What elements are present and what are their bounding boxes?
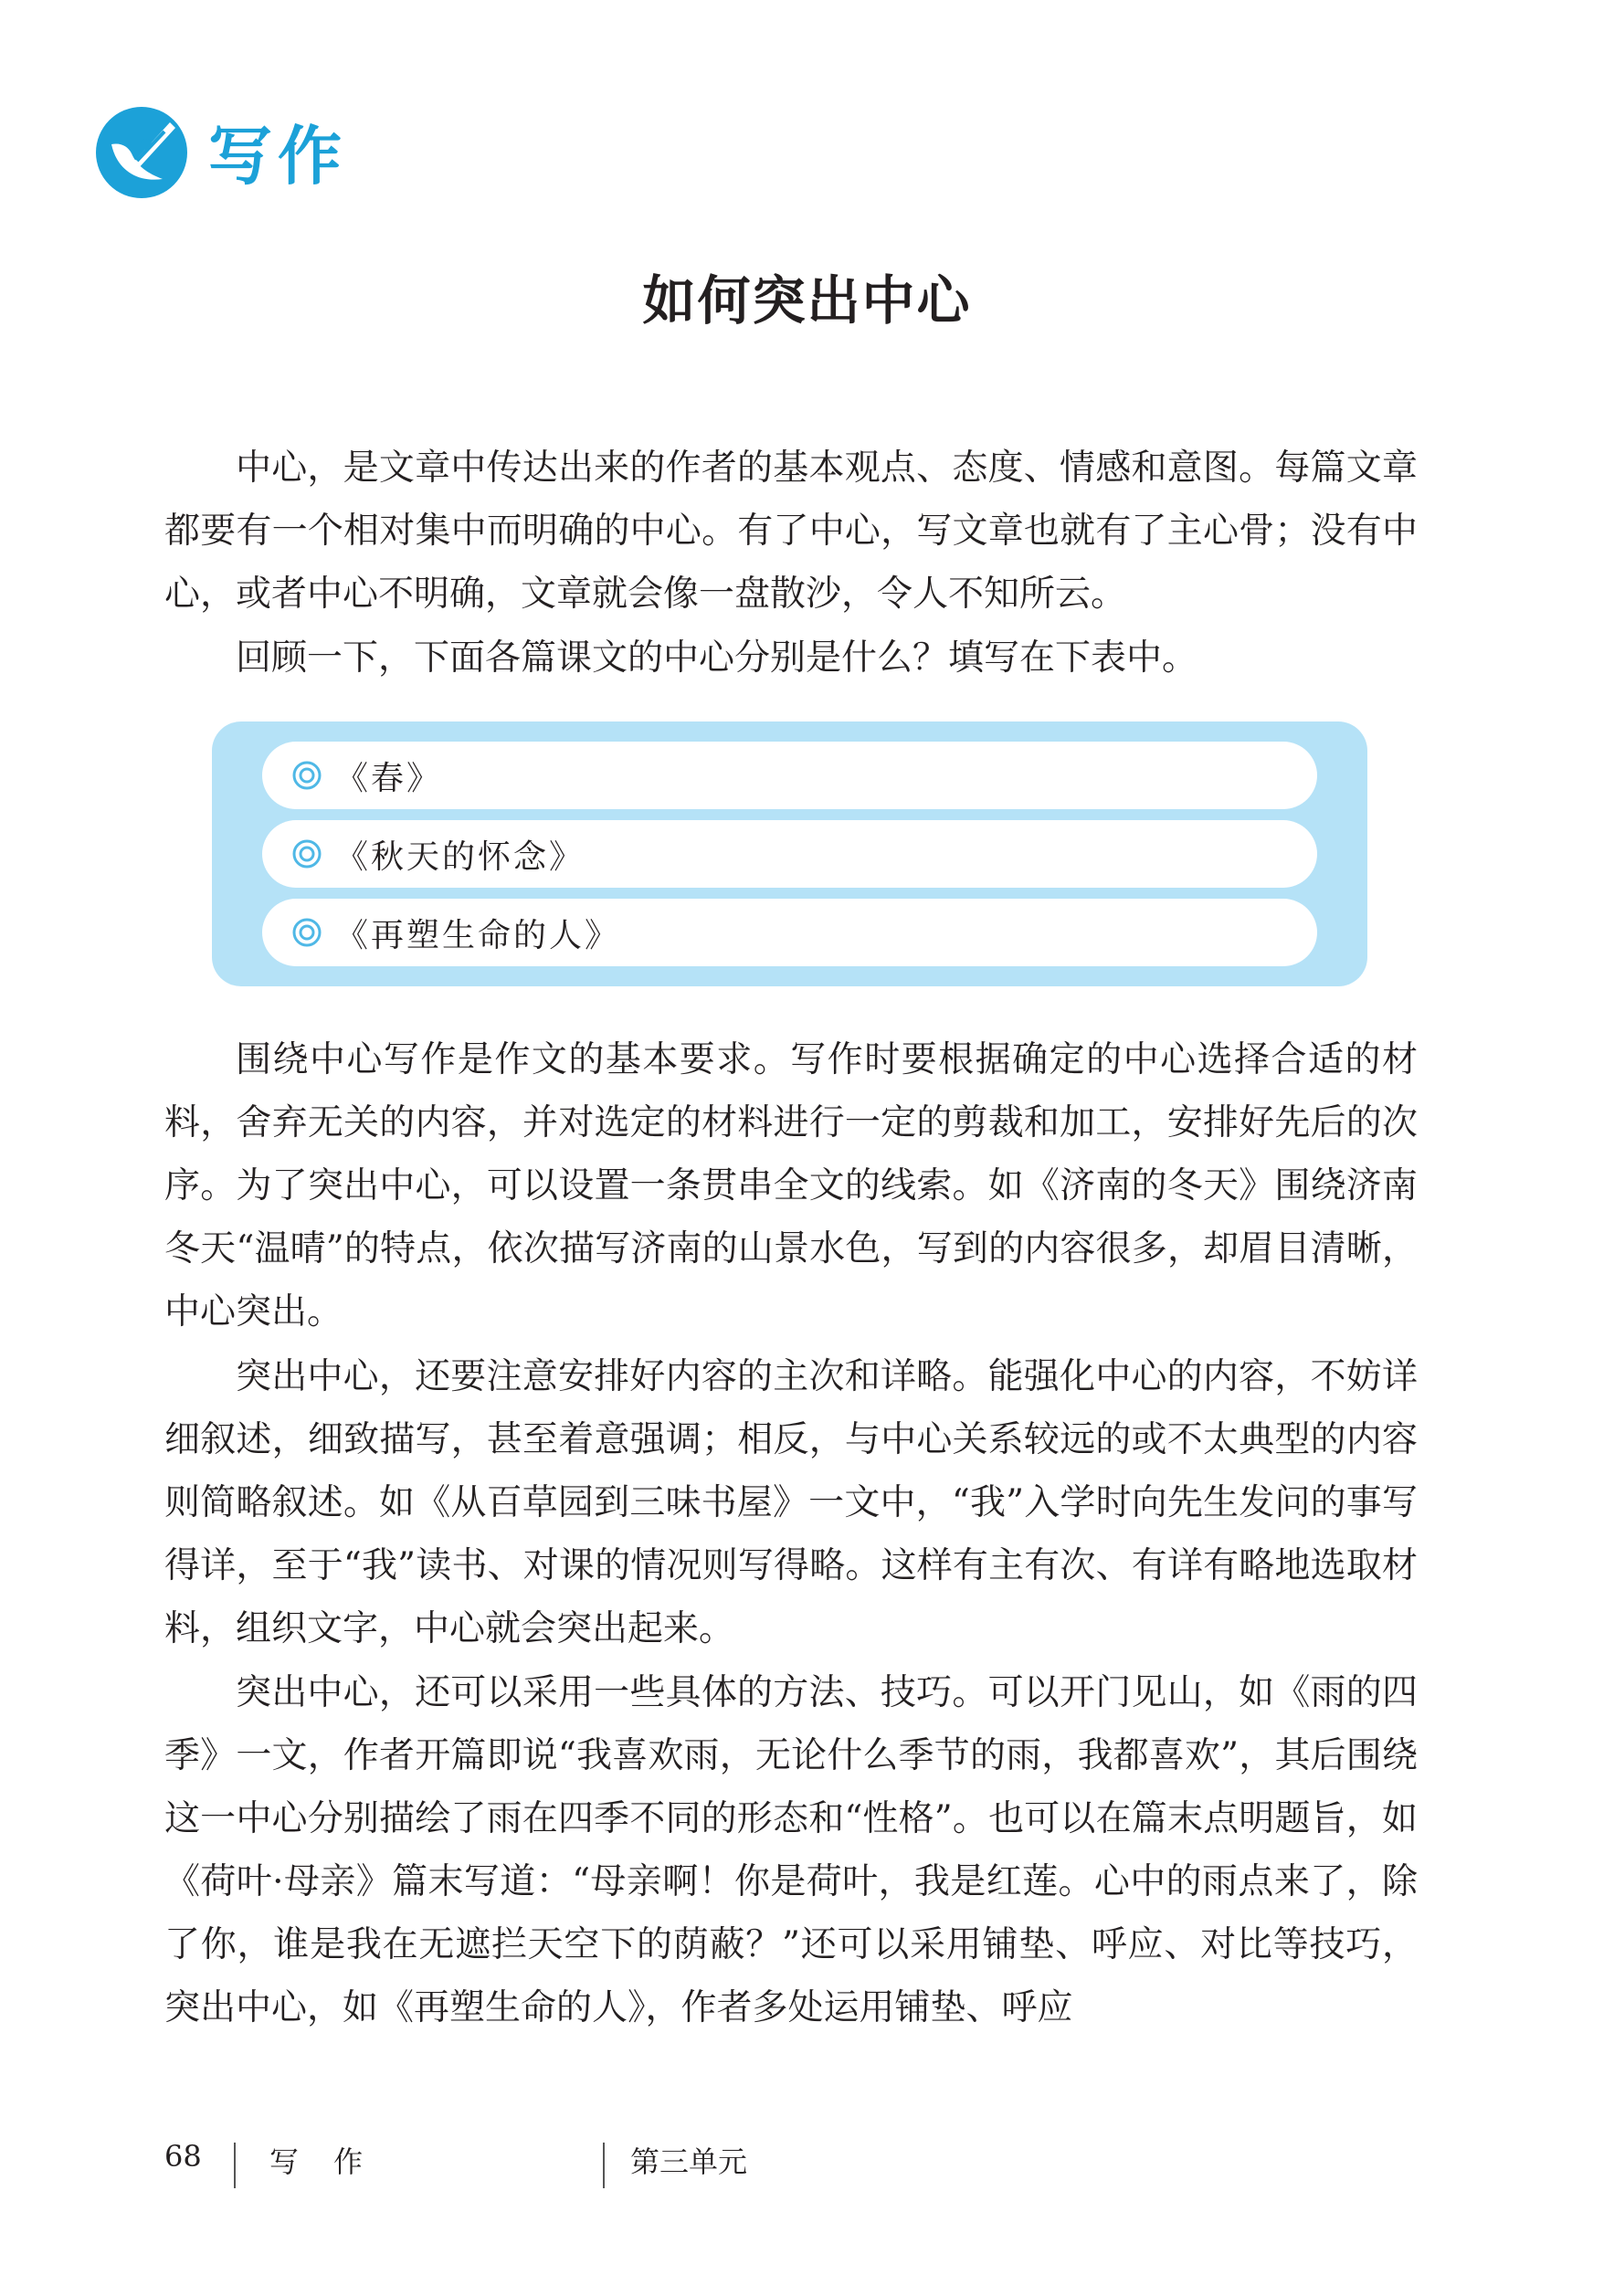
page-number: 68 xyxy=(164,2139,202,2174)
exercise-item-label: 《再塑生命的人》 xyxy=(335,916,621,954)
paragraph-main-and-minor: 突出中心，还要注意安排好内容的主次和详略。能强化中心的内容，不妨详细叙述，细致描写，甚至着意强调；相反，与中心关系较远的或不太典型的内容则简略叙述。如《从百草园到三味书屋》一文中，“我”入学时向先生发问的事写得详，至于“我”读书、对课的情况则写得略。这样有主有次、有详有略地选取材料，组织文字，中心就会突出起来。 xyxy=(164,1356,1418,1649)
footer-section: 写 作 xyxy=(269,2144,376,2179)
exercise-item-label: 《秋天的怀念》 xyxy=(335,837,585,876)
paragraph-review-prompt: 回顾一下，下面各篇课文的中心分别是什么？填写在下表中。 xyxy=(236,637,1198,679)
paragraph-techniques: 突出中心，还可以采用一些具体的方法、技巧。可以开门见山，如《雨的四季》一文，作者开篇即说“我喜欢雨，无论什么季节的雨，我都喜欢”，其后围绕这一中心分别描绘了雨在四季不同的形态和“性格”。也可以在篇末点明题旨，如《荷叶·母亲》篇末写道：“母亲啊！你是荷叶，我是红莲。心中的雨点来了，除了你，谁是我在无遮拦天空下的荫蔽？”还可以采用铺垫、呼应、对比等技巧，突出中心，如《再塑生命的人》，作者多处运用铺垫、呼应 xyxy=(164,1672,1418,2028)
page-title: 如何突出中心 xyxy=(642,269,972,332)
exercise-item-chun[interactable] xyxy=(262,742,1317,809)
paragraph-intro: 中心，是文章中传达出来的作者的基本观点、态度、情感和意图。每篇文章都要有一个相对集中而明确的中心。有了中心，写文章也就有了主心骨；没有中心，或者中心不明确，文章就会像一盘散沙，令人不知所云。 xyxy=(164,448,1418,615)
footer-divider xyxy=(603,2143,605,2188)
pen-nib-circle-icon xyxy=(91,100,192,201)
section-header xyxy=(91,100,347,201)
double-circle-bullet-icon xyxy=(291,838,322,869)
paragraph-writing-around-center: 围绕中心写作是作文的基本要求。写作时要根据确定的中心选择合适的材料，舍弃无关的内容，并对选定的材料进行一定的剪裁和加工，安排好先后的次序。为了突出中心，可以设置一条贯串全文的线索。如《济南的冬天》围绕济南冬天“温晴”的特点，依次描写济南的山景水色，写到的内容很多，却眉目清晰，中心突出。 xyxy=(164,1039,1418,1332)
section-title: 写作 xyxy=(208,118,347,194)
double-circle-bullet-icon xyxy=(291,917,322,948)
footer-unit: 第三单元 xyxy=(630,2144,748,2179)
exercise-item-qiutian[interactable] xyxy=(262,820,1317,888)
exercise-box xyxy=(212,721,1367,986)
exercise-item-label: 《春》 xyxy=(335,759,443,797)
exercise-item-zaisu[interactable] xyxy=(262,899,1317,966)
footer-divider xyxy=(234,2143,236,2188)
double-circle-bullet-icon xyxy=(291,760,322,791)
